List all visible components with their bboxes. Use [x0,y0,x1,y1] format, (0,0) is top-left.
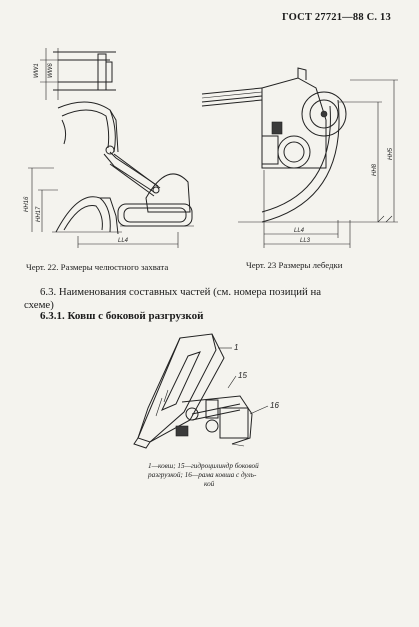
dim-ww6: WW6 [48,63,54,78]
dim-hh8: HH8 [372,163,378,176]
figure-22-grapple-drawing [18,40,208,252]
figure-23-winch-drawing [198,60,410,252]
callout-1: 1 [234,343,239,352]
callout-16: 16 [270,401,279,410]
figure-bucket-legend [148,462,318,489]
page-header: ГОСТ 27721—88 С. 13 [282,12,391,23]
dim-hh17: HH17 [36,206,42,222]
dim-ll4-grapple: LL4 [118,238,129,244]
section-6-3-line1: 6.3. Наименования составных частей (см. номера позиций на [40,286,322,298]
dim-ww1: WW1 [34,63,40,78]
callout-15: 15 [238,371,247,380]
legend-line-3: кой [204,480,215,488]
figure-22-caption: Черт. 22. Размеры челюстного захвата [26,262,169,272]
dim-hh16: HH16 [24,196,30,212]
dim-hh5: HH5 [388,147,394,160]
dim-ll3: LL3 [300,238,311,244]
legend-line-2: разгрузкой; 16—рама ковша с дуль- [148,471,257,479]
figure-bucket-drawing [120,328,310,460]
dim-ll4-winch: LL4 [294,228,305,234]
figure-23-caption: Черт. 23 Размеры лебедки [246,260,343,270]
legend-line-1: 1—ковш; 15—гидроцилиндр боковой [148,462,259,470]
section-6-3-1-heading: 6.3.1. Ковш с боковой разгрузкой [40,310,204,322]
section-6-3-line2: схеме) [24,299,54,311]
